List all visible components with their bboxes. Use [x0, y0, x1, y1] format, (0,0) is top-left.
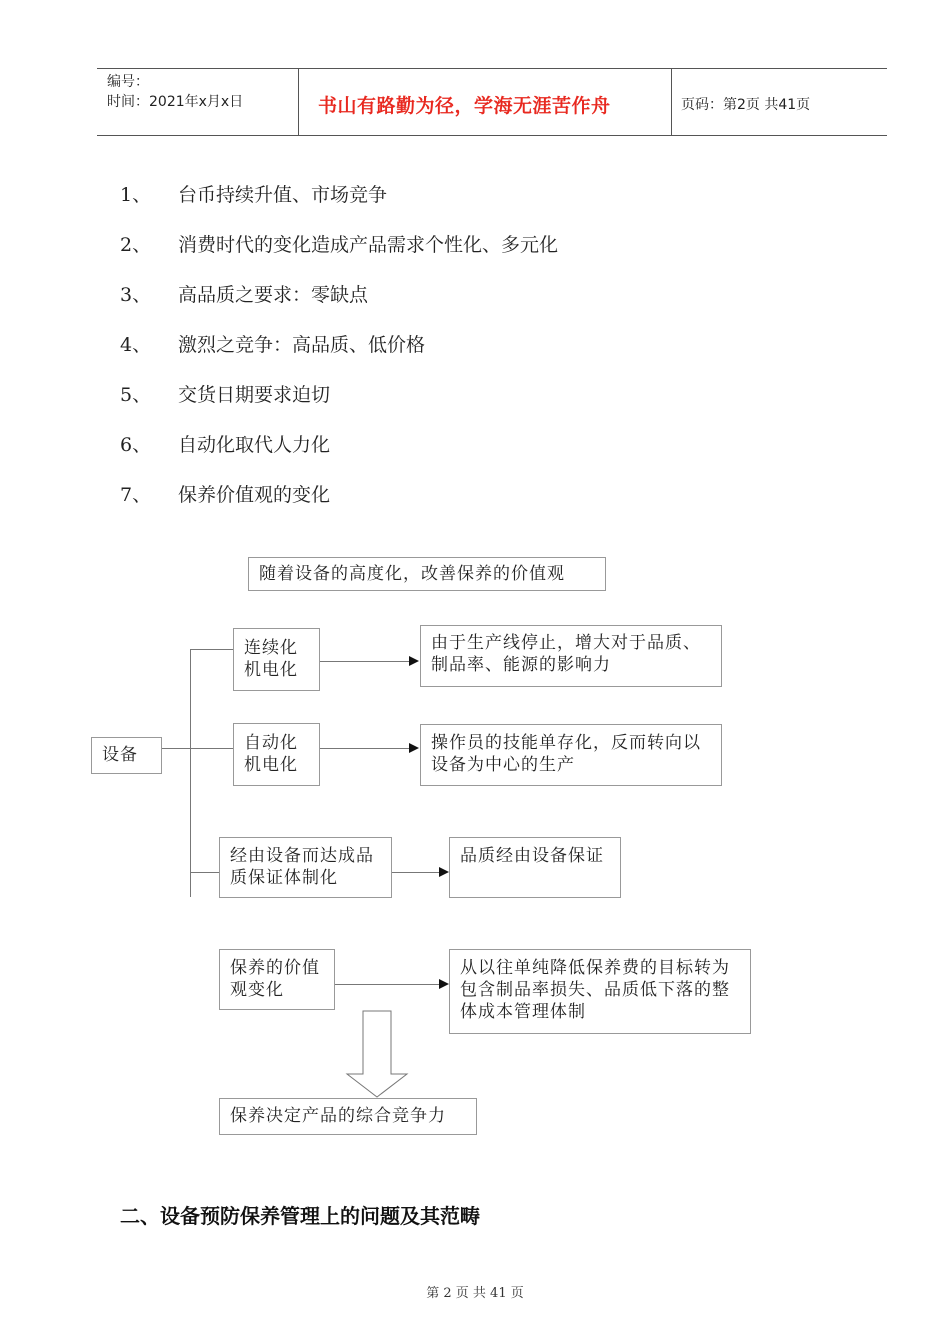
list-item — [120, 180, 387, 207]
list-item-text: 保养价值观的变化 — [178, 484, 331, 506]
arrowhead-icon — [409, 656, 419, 666]
list-item-text: 高品质之要求：零缺点 — [178, 284, 369, 306]
list-item-text: 台币持续升值、市场竞争 — [178, 184, 388, 206]
branch3-left-box: 经由设备而达成品质保证体制化 — [219, 837, 392, 898]
diagram-bottom-box: 保养决定产品的综合竞争力 — [219, 1098, 477, 1135]
section-heading: 二、设备预防保养管理上的问题及其范畴 — [120, 1204, 480, 1228]
list-item-number: 5、 — [120, 384, 152, 406]
branch4-arrow-line — [335, 984, 440, 985]
down-arrow-icon — [345, 1010, 409, 1098]
list-item — [120, 280, 368, 307]
header-top-rule — [97, 68, 887, 69]
root-connector — [162, 748, 190, 749]
list-item — [120, 430, 330, 457]
header-divider — [671, 68, 672, 136]
branch3-right-box: 品质经由设备保证 — [449, 837, 621, 898]
page-info: 页码：第2页 共41页 — [681, 97, 811, 113]
branch1-right-box: 由于生产线停止，增大对于品质、制品率、能源的影响力 — [420, 625, 722, 687]
branch2-arrow-line — [320, 748, 410, 749]
branch4-right-box: 从以往单纯降低保养费的目标转为包含制品率损失、品质低下落的整体成本管理体制 — [449, 949, 751, 1034]
list-item-number: 1、 — [120, 184, 152, 206]
diagram-top-box: 随着设备的高度化，改善保养的价值观 — [248, 557, 606, 591]
list-item — [120, 480, 330, 507]
branch-connector — [190, 872, 219, 873]
branch2-left-box: 自动化机电化 — [233, 723, 320, 786]
branch-connector — [190, 649, 233, 650]
list-item — [120, 380, 330, 407]
header-bottom-rule — [97, 135, 887, 136]
page-footer: 第 2 页 共 41 页 — [426, 1286, 524, 1301]
branch2-right-box: 操作员的技能单存化，反而转向以设备为中心的生产 — [420, 724, 722, 786]
list-item — [120, 330, 425, 357]
branch4-left-box: 保养的价值观变化 — [219, 949, 335, 1010]
list-item-number: 3、 — [120, 284, 152, 306]
diagram-root-box: 设备 — [91, 737, 162, 774]
list-item-number: 2、 — [120, 234, 152, 256]
header-motto: 书山有路勤为径，学海无涯苦作舟 — [318, 95, 611, 117]
branch1-arrow-line — [320, 661, 410, 662]
arrowhead-icon — [439, 979, 449, 989]
number-label: 编号： — [107, 74, 149, 90]
list-item-number: 4、 — [120, 334, 152, 356]
time-label: 时间：2021年x月x日 — [107, 94, 244, 110]
list-item-number: 7、 — [120, 484, 152, 506]
header-divider — [298, 68, 299, 136]
list-item-text: 消费时代的变化造成产品需求个性化、多元化 — [178, 234, 559, 256]
arrowhead-icon — [439, 867, 449, 877]
list-item-text: 自动化取代人力化 — [178, 434, 331, 456]
branch1-left-box: 连续化机电化 — [233, 628, 320, 691]
arrowhead-icon — [409, 743, 419, 753]
list-item-number: 6、 — [120, 434, 152, 456]
list-item — [120, 230, 558, 257]
branch-connector — [190, 748, 233, 749]
branch3-arrow-line — [392, 872, 440, 873]
list-item-text: 激烈之竞争：高品质、低价格 — [178, 334, 426, 356]
trunk-line — [190, 649, 191, 897]
list-item-text: 交货日期要求迫切 — [178, 384, 331, 406]
